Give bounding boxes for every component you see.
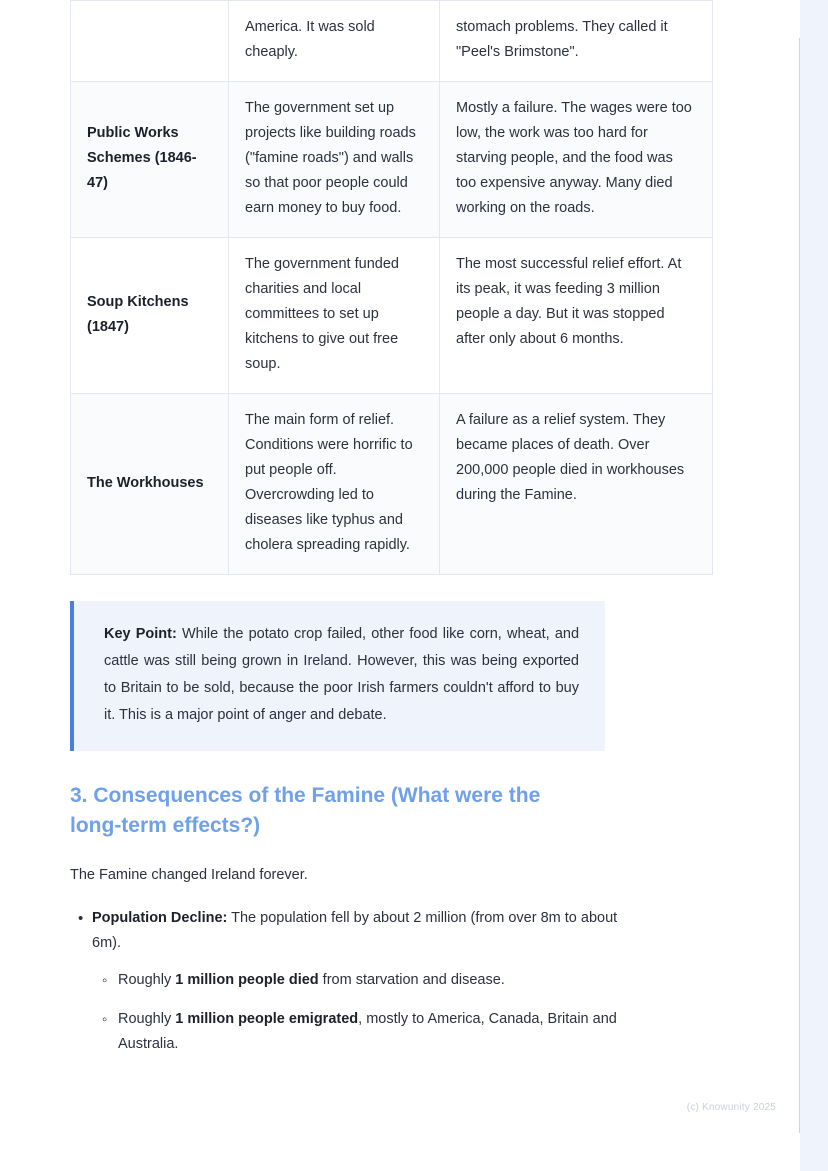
list-item: [92, 906, 635, 1057]
list-item-bold: Population Decline:: [92, 910, 228, 926]
table-row: [71, 82, 713, 238]
consequences-sublist: [92, 968, 635, 1057]
table-cell-outcome: Mostly a failure. The wages were too low, the work was too hard for starving people, and the food was too expensive anyway. Many died working on the roads.: [440, 82, 713, 238]
list-item: [118, 968, 635, 993]
consequences-list: [70, 906, 635, 1057]
sub-item-post: , mostly to America, Canada, Britain and Australia.: [118, 1011, 617, 1052]
list-item-text: The population fell by about 2 million (from over 8m to about 6m).: [92, 910, 618, 951]
section-heading: 3. Consequences of the Famine (What were the long-term effects?): [70, 784, 541, 837]
key-point-label: Key Point:: [104, 626, 177, 642]
table-row: [71, 394, 713, 575]
table-cell-description: The government set up projects like building roads ("famine roads") and walls so that poor people could earn money to buy food.: [229, 82, 440, 238]
table-cell-outcome: The most successful relief effort. At its peak, it was feeding 3 million people a day. But it was stopped after only about 6 months.: [440, 238, 713, 394]
table-cell-label: [71, 1, 229, 82]
table-cell-outcome: stomach problems. They called it "Peel's Brimstone".: [440, 1, 713, 82]
table-cell-description: The main form of relief. Conditions were horrific to put people off. Overcrowding led to diseases like typhus and cholera spreading rapidly.: [229, 394, 440, 575]
page-edge-divider: [799, 38, 800, 1133]
table-cell-outcome: A failure as a relief system. They became places of death. Over 200,000 people died in workhouses during the Famine.: [440, 394, 713, 575]
key-point-callout: [70, 601, 605, 751]
watermark: (c) Knowunity 2025: [686, 1102, 776, 1113]
relief-efforts-table: [70, 0, 713, 575]
list-item: [118, 1007, 635, 1057]
sub-item-pre: Roughly: [118, 1011, 176, 1027]
table-cell-description: The government funded charities and local committees to set up kitchens to give out free soup.: [229, 238, 440, 394]
sub-item-bold: 1 million people emigrated: [175, 1011, 359, 1027]
vertical-scrollbar[interactable]: [800, 0, 828, 1171]
right-rail: [750, 0, 828, 1171]
section-intro: The Famine changed Ireland forever.: [70, 867, 308, 883]
table-row: [71, 1, 713, 82]
table-row: [71, 238, 713, 394]
table-cell-label: Public Works Schemes (1846-47): [71, 82, 229, 238]
table-cell-label: The Workhouses: [71, 394, 229, 575]
document-content: [70, 0, 692, 1071]
table-cell-label: Soup Kitchens (1847): [71, 238, 229, 394]
sub-item-post: from starvation and disease.: [318, 972, 505, 988]
key-point-text: While the potato crop failed, other food like corn, wheat, and cattle was still being grown in Ireland. However, this was being exported to Britain to be sold, because the poor Irish farmers couldn't afford to buy it. This is a major point of anger and debate.: [104, 626, 580, 723]
sub-item-bold: 1 million people died: [175, 972, 319, 988]
table-cell-description: America. It was sold cheaply.: [229, 1, 440, 82]
sub-item-pre: Roughly: [118, 972, 176, 988]
